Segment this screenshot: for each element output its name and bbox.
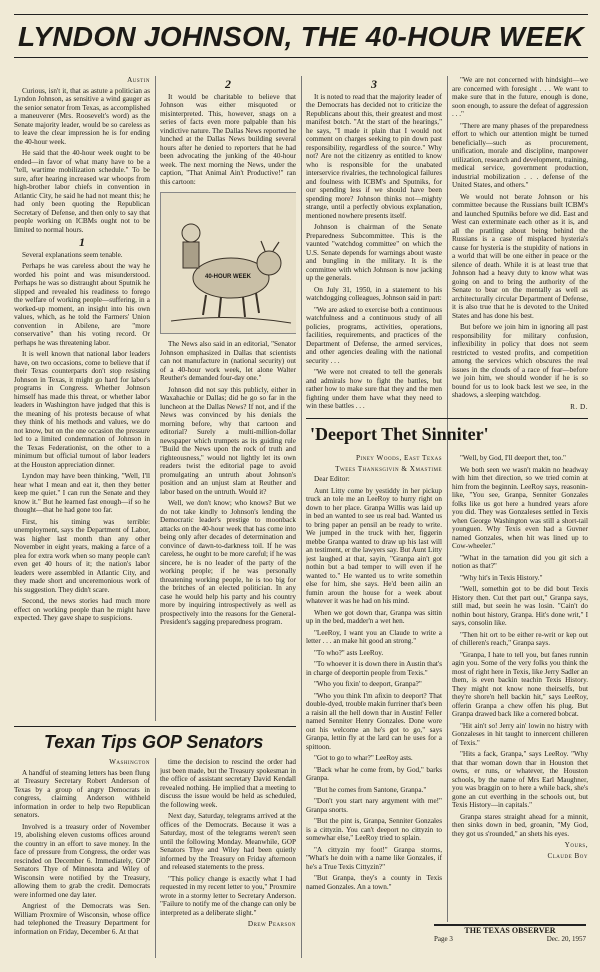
letter-dateline-2: Twees Thanksgivin & Xmastime [335,464,442,473]
paragraph: "A cittyzin my foot!" Granpa storms, "What's he doin with a name like Gonzales, if he's a True Texis Cittyzin?" [306,845,442,871]
paragraph: Lyndon may have been thinking, "Well, I'll hear what I mean and eat it, then they better keep me quiet." I can run the Senate and they know it." But he learned fast enough—if so he thought—that he had gone too far. [14,472,150,514]
paragraph: "There are many phases of the preparedness effort to which our attention might be turned beneficially—such as procurement, unification, morale and discipline, manpower utilization, research and development, training, medical service, government production, industrial mobilization . . . defense of the United States, and others." [452,121,588,189]
paragraph: Well, we don't know; who knows? But we do not take kindly to Johnson's lending the Democratic leader's prestige to moonback attacks on the 40-hour week that has come into being only after decades of determination and convince of dawn-to-darkness toil. If he was careless, he ought to be more careful; if he was sincere, he is no leader of the party of the working people; if he was personally threatening working people, he is too big for the britches of an elected politician. In any case he would help his party and his country more by inquiring introspectively as well as prospectively into the reasons for the General-President's sagging preparedness program. [160,499,296,626]
paragraph: "What in the tarnation did you git sich a notion as that?" [452,553,588,570]
lbj-dateline: Austin [127,76,150,84]
paragraph: "Well, by God, I'll deeport thet, too." [460,454,566,462]
paragraph: Johnson did not say this publicly, either in Waxahachie or Dallas; did he go so far in the luncheon at the Dallas News? If not, and if the News was convinced by his denials the morning before, why that cartoon and editorial? Surely a multi-million-dollar newspaper which trumpets as its guiding rule "Build the News upon the rock of truth and righteousness," would not lightly let its own readers twist the editorial page to avoid promulgating an untruth about Johnson's position and an unjust slam at Reuther and labor based on the untruth. Would it? [160,385,296,496]
letter-closing: Yours, [564,841,588,849]
gop-dateline: Washington [109,758,150,766]
cartoon-label: 40-HOUR WEEK [205,274,252,280]
paragraph: We would not berate Johnson or his committee because the Russians built ICBM's and launched Sputniks before we did. East and West can exterminate each other as it is, and all the prattling about being behind the Russians is a case of misplaced hysteria's cause for hysteria is the stupidity of nations in a world that will be one either in peace or the silence of death. While it is at least true that Johnson had a heavy duty to know what was going on and to bring the authority of the Senate to bear on the mentally as well as architecturally circular Department of Defense, it is also true that he is devoted to the United States and has done his best. [452,192,588,320]
headline-rule [14,57,588,58]
column-divider [447,76,448,922]
paragraph: "Hit ain't so! Jerry ain' lowin no histry with Gonzaleses in hit taught to innercent chilleren of Texis." [452,721,588,747]
paragraph: Angriest of the Democrats was Sen. William Proxmire of Wisconsin, whose office had telephoned the Treasury Department for information on Friday, December 6. At that [14,902,150,936]
paragraph: "But he comes from Santone, Granpa." [314,785,427,794]
paragraph: time the decision to rescind the order had just been made, but the Treasury spokesman in the office of assistant secretary David Kendall revealed nothing. He implied that a meeting to discuss the issue would be held as scheduled, the following week. [160,758,296,809]
paragraph: "But the pint is, Granpa, Senniter Gonzales is a cittyzin. You can't deeport no cittyzin to somewhar else," LeeRoy tried to splain. [306,817,442,842]
gop-top-rule [14,726,296,727]
top-rule [14,14,588,15]
paragraph: It is well known that national labor leaders have, on two occasions, come to believe that if their Texas counterparts don't stop resisting Johnson in Texas, it might go hard for labor's programs in Congress. Whether Johnson himself has made this threat, or whether labor leaders in Washington have judged that this is the meaning of his protests because of what they think of his methods and values, we do not know, but on the one occasion the pressure led to a limited condemnation of Johnson in the Texas Federationist, on the other to a minimum but official turnout of labor leaders at the Houston appreciation dinner. [14,350,150,469]
letter-column-1 [306,454,442,959]
page-number: Page 3 [434,935,453,943]
section-number: 1 [79,235,85,249]
paragraph: When we got down thar, Granpa was sittin up in the bed, madder'n a wet hen. [306,608,442,625]
paper-name: THE TEXAS OBSERVER [464,926,556,935]
column-divider [155,758,156,958]
gop-column-1 [14,758,150,958]
paragraph: Several explanations seem tenable. [22,250,123,259]
letter-top-rule [306,418,588,419]
paragraph: Involved is a treasury order of November 19, abolishing eleven customs offices around the country in an effort to save money. In the face of pressure from Congress, the order was rescinded on December 6. Immediately, GOP Senators Thye of Minnesota and Wiley of Wisconsin were notified by the Treasury, allowing them to grab the credit. Democrats were informed one day later. [14,822,150,899]
lbj-column-3 [306,76,442,416]
paragraph: Johnson is chairman of the Senate Preparedness Subcommittee. This is the vaunted "watchdog committee" on which the U.S. Senate depends for warnings about waste and bungling in the military. It is the committee with which Johnson is now jacking up the generals. [306,223,442,282]
paragraph: "Well, somethin got to be did bout Texis History then. Cut thet part out," Granpa says, still mad, but seein he was losin. "Cain't do nothin bout history, Granpa. Hit's done writ," I says, consolin like. [452,585,588,627]
paragraph: "Who you fixin' to deeport, Granpa?" [314,680,422,688]
paragraph: "Hits a fack, Granpa," says LeeRoy. "Why that thar woman down thar in Houston thet owns, er runs, or whatever, the Houston schools, by the name of Mrs Earl Maughner, you was braggin on to here a while back, she's gone an cut everthing in the schools out, but Texis History—in capitals." [452,750,588,809]
paragraph: The News also said in an editorial, "Senator Johnson emphasized in Dallas that scientists can not manufacture in (national security) out of a 40-hour work week, let alone Walter Reuther's demanded four-day one." [160,340,296,382]
gop-column-2 [160,758,296,958]
paragraph: Dear Editor: [314,475,350,483]
paragraph: On July 31, 1950, in a statement to his watchdogging colleagues, Johnson said in part: [306,285,442,302]
newspaper-page [14,14,588,960]
paragraph: "Why hit's in Texis History." [460,573,543,582]
paragraph: Granpa stares straight ahead for a minnit, then sinks down in bed, groanin, "My God, they got us s'rounded," an shets his eyes. [452,812,588,838]
letter-column-2 [452,454,588,922]
paragraph: "Don't you start nary argyment with me!" Granpa snorts. [306,797,442,814]
letter-dateline: Piney Woods, East Texas [355,454,442,462]
paragraph: He said that the 40-hour week ought to be ended—in favor of what many have to be a "tell, wartime mobilization schedule." To be sure, after hearing increased war whoops from high-brother labor chiefs in convention in Atlantic City, he said he had not meant this; he had only been quoting the Republican Secretary of Defense, and then only to say that people working on ICBMs ought not to be limited to normal hours. [14,149,150,234]
cartoon-illustration-icon [161,193,296,333]
paragraph: "This policy change is exactly what I had requested in my recent letter to you," Proxmire wrote in a stormy letter to Secretary Anderson. "Failure to notify me of the change can only be interpreted as a deliberate slight." [160,874,296,917]
lbj-column-4 [452,76,588,461]
paragraph: "To who?" asts LeeRoy. [314,648,384,657]
paragraph: We both seen we wasn't makin no headway with him thet direction, so we tried comin at him from the beginnin. LeeRoy says, reasonin-like, "You see, Granpa, Senniter Gonzales folks like us got here a hundred years afore you did. They was Gonzaleses settled in Texis when George Washington was still a short-tail younguen. Why Texis even had a Guvner named Gonzales, when hit was lined up to Cow-wheeler." [452,465,588,550]
lbj-column-1 [14,76,150,726]
paragraph: "Got to go to whar?" LeeRoy asts. [314,754,413,762]
paragraph: "We are not concerned with hindsight—we are concerned with foresight . . . We want to make sure that in the future, enough is done, soon enough, to assure the defeat of aggression . . ." [452,76,588,118]
paragraph: Next day, Saturday, telegrams arrived at the offices of the Democrats. Because it was a Saturday, most of the telegrams weren't seen until the following Monday. Meanwhile, GOP Senators Thye and Wiley had been quietly informed by the Treasury on Friday afternoon and released statements to the press. [160,812,296,871]
column-divider [301,76,302,958]
issue-date: Dec. 20, 1957 [546,935,586,943]
paragraph: Second, the news stories had much more effect on working people than he might have expected. They gave shape to suspicions. [14,597,150,622]
lbj-signature: R. D. [570,402,588,411]
paragraph: "Who you think I'm afixin to deeport? That double-dyed, trouble makin furriner that's been a raisin all the hell down thar in Austin! Feller named Senniter Henry Gonzales. Done wore out his welcome an he's got to go," says Granpa, lettin fly at the lard can he uses for a spittoon. [306,691,442,751]
paragraph: It is noted to read that the majority leader of the Democrats has decided not to criticize the Republicans about this, their greatest and most manifest botch. "At the start of the hearings," he says, "I made it plain that I would not comment on charges seeking to pin down past responsibility, regardless of the source." Why not? Are not the citizenry as entitled to know who is responsible for the unabated interservice rivalries, the technological failures and foulness with ICBM's and Sputniks, for our spending less if we should have been spending more? Johnson thinks not—mighty strange, until a perfectly obvious explanation, mentioned nowhere presents itself. [306,92,442,220]
paragraph: "To whoever it is down there in Austin that's in charge of deeportin people from Texis." [306,660,442,677]
gop-headline: Texan Tips GOP Senators [44,732,264,752]
column-divider [155,76,156,721]
section-number: 3 [371,77,377,91]
paragraph: A handful of steaming letters has been flung at Treasury Secretary Robert Anderson of Texas by a group of angry Democrats in congress, claiming Anderson withheld information in order to help two Republican senators. [14,768,150,819]
paragraph: Curious, isn't it, that as astute a politician as Lyndon Johnson, as sensitive a wind gauger as the senior senator from Texas, as accomplished a maneuverer (Mrs. Roosevelt's word) as the Senate majority leader, would be so careless as to leave the clear impression he is for ending the 40-hour week. [14,86,150,146]
main-headline: LYNDON JOHNSON, THE 40-HOUR WEEK [17,21,585,52]
paragraph: Perhaps he was careless about the way he worded his point and was misunderstood. Perhaps he was so distraught about Sputnik he slipped and revealed his readiness to forego the welfare of working people—suffering, in a worked-up moment, an insight into his own values, which, as he told the Farmers' Union convention in Abilene, are "more conservative" than his voting record. Or perhaps he was threatening labor. [14,262,150,347]
page-footer [434,924,586,944]
editorial-cartoon [160,192,296,334]
letter-headline: 'Deeport Thet Sinniter' [310,424,489,444]
letter-signature: Claude Boy [547,851,588,860]
gop-signature: Drew Pearson [247,920,296,928]
paragraph: First, his timing was terrible: unemployment, says the Department of Labor, was higher last month than any other November in eight years, making a farce of a plea for extra work when so many people can't even get 40 hours of it; the nation's labor leaders were assembled in Atlantic City, and they made short and unceremonious work of his suggestion. They didn't scare. [14,517,150,594]
paragraph: "Back whar he come from, by God," barks Granpa. [306,765,442,782]
paragraph: "LeeRoy, I want you an Claude to write a letter . . . an make hit good an strong." [306,628,442,645]
paragraph: "Then hit ort to be either re-writ or kep out of chilleren's reach," Granpa says. [452,630,588,647]
paragraph: It would be charitable to believe that Johnson was either misquoted or misinterpreted. This, however, snags on a series of facts even more palpable than his vindictive nature. The Dallas News reported he lunched at the Dallas News building several hours after he denied to reporters that he had been advocating the junking of the 40-hour week. The next morning the News, under the caption, "That Animal Ain't Productive!" ran this cartoon: [160,92,296,186]
paragraph: But before we join him in ignoring all past responsibility for military confusion, inflexibility in policy that does not seem restricted to vested profits, and competition among the services which obscures the real issues in the clouds of a race of fear—before we join him, we should wonder if he is so bound for us to look back lest we see, in the shadows, a sleeping watchdog. [452,323,588,399]
lbj-column-2 [160,76,296,726]
paragraph: "Granpa, I hate to tell you, but fanes runnin agin you. Some of the very folks you think the most of right here in Texis, like Jerry Sadler an them, is even backin teachin Texis History. They might not know none theirselfs, but they're shore'n hell backin hit," says LeeRoy, offerin Granpa a chew offen his plug. But Granpa drawed back like a cornered bobcat. [452,650,588,718]
paragraph: "We were not created to tell the generals and admirals how to fight the battles, but rather how to make sure that they and the men fighting under them have what they need to win these battles . . . [306,368,442,410]
paragraph: Aunt Litty come by yestiddy in her pickup truck an tole me an LeeRoy to hurry right on down to her place. Granpa Willis was laid up in bed an wanted to see us real bad. Wanted us to bring paper an pensil an be ready to write. We jumped in the truck with her, figgerin mebbe Granpa wanted to draw up his last will an testiment, er the lawyers say. But Aunt Litty jest laughed at that, sayin, "Granpa ain't got nothin but a bad temper to will even if he wanted to." He wanted us to write somethin else for him, she says. He'd been ailin an fumin aroun the house for a week about whatever it was he had on his mind. [306,486,442,605]
paragraph: "But Granpa, they's a county in Texis named Gonzales. An a town." [306,874,442,891]
section-number: 2 [225,77,231,91]
paragraph: "We are asked to exercise both a continuous watchfulness and a continuous study of all policies, programs, activities, operations, facilities, requirements, and practices of the Department of Defense, the armed services, and other agencies dealing with the national security . . . [306,305,442,365]
